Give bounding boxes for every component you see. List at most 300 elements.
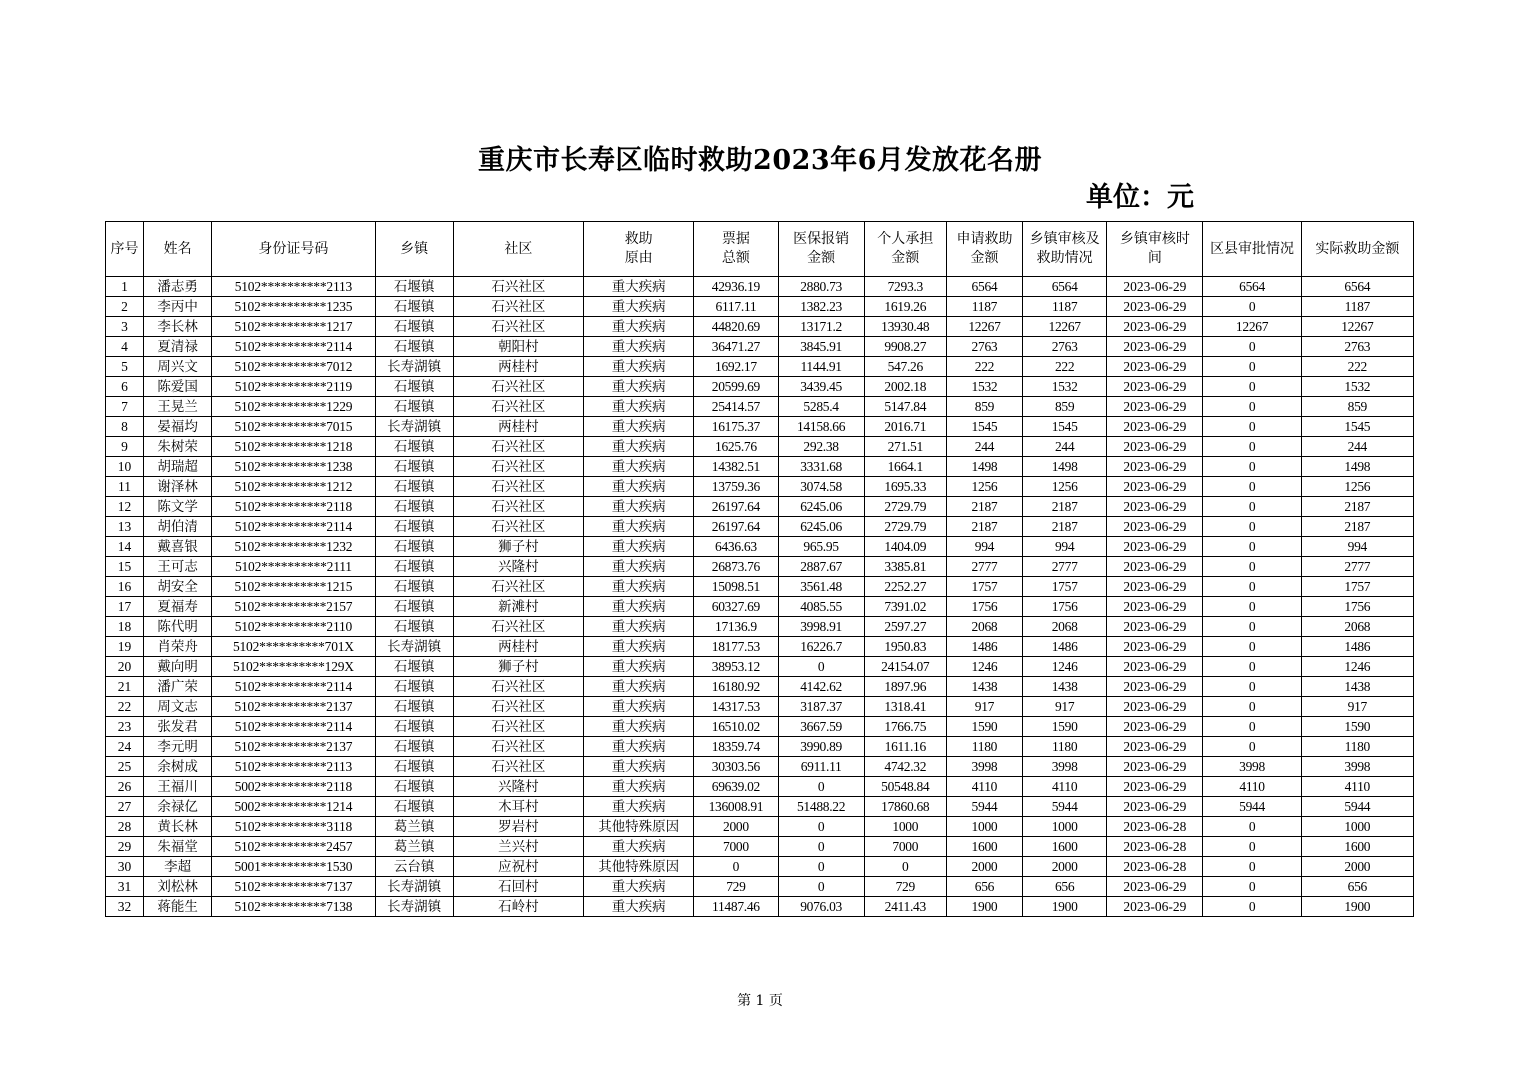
cell-id-number: 5102**********2113 <box>212 757 375 777</box>
column-header-label: 乡镇审核及 救助情况 <box>1029 231 1100 266</box>
cell-id-number: 5102**********2457 <box>212 837 375 857</box>
cell-bill-total: 69639.02 <box>694 777 778 797</box>
cell-township: 石堰镇 <box>375 617 453 637</box>
column-header-township-review <box>1023 222 1107 277</box>
cell-community: 石兴社区 <box>453 677 583 697</box>
cell-bill-total: 2000 <box>694 817 778 837</box>
cell-review-date: 2023-06-29 <box>1107 477 1203 497</box>
cell-personal-share: 7391.02 <box>864 597 946 617</box>
cell-township: 长寿湖镇 <box>375 417 453 437</box>
column-header-label: 乡镇 <box>400 240 429 257</box>
cell-personal-share: 1000 <box>864 817 946 837</box>
cell-personal-share: 1404.09 <box>864 537 946 557</box>
cell-personal-share: 547.26 <box>864 357 946 377</box>
table-row <box>106 597 1414 617</box>
cell-reason: 重大疾病 <box>584 377 694 397</box>
cell-personal-share: 2597.27 <box>864 617 946 637</box>
cell-township: 石堰镇 <box>375 557 453 577</box>
cell-name: 谢泽林 <box>144 477 212 497</box>
cell-serial-no: 17 <box>106 597 144 617</box>
cell-actual-amount: 2187 <box>1301 517 1413 537</box>
cell-township-review: 1590 <box>1023 717 1107 737</box>
cell-bill-total: 42936.19 <box>694 277 778 297</box>
cell-township: 石堰镇 <box>375 717 453 737</box>
cell-actual-amount: 2777 <box>1301 557 1413 577</box>
cell-id-number: 5102**********2113 <box>212 277 375 297</box>
table-row <box>106 697 1414 717</box>
table-row <box>106 777 1414 797</box>
cell-community: 石兴社区 <box>453 297 583 317</box>
cell-name: 王可志 <box>144 557 212 577</box>
table-row <box>106 297 1414 317</box>
cell-serial-no: 7 <box>106 397 144 417</box>
cell-bill-total: 36471.27 <box>694 337 778 357</box>
cell-name: 潘广荣 <box>144 677 212 697</box>
cell-community: 狮子村 <box>453 657 583 677</box>
cell-requested-amount: 1532 <box>946 377 1022 397</box>
cell-review-date: 2023-06-29 <box>1107 777 1203 797</box>
cell-actual-amount: 3998 <box>1301 757 1413 777</box>
cell-serial-no: 18 <box>106 617 144 637</box>
cell-insurance-reimbursed: 6911.11 <box>778 757 864 777</box>
cell-bill-total: 14317.53 <box>694 697 778 717</box>
cell-township-review: 1246 <box>1023 657 1107 677</box>
cell-name: 周兴文 <box>144 357 212 377</box>
cell-community: 朝阳村 <box>453 337 583 357</box>
cell-community: 石兴社区 <box>453 737 583 757</box>
cell-reason: 重大疾病 <box>584 457 694 477</box>
column-header-id-number <box>212 222 375 277</box>
cell-county-approval: 0 <box>1203 477 1301 497</box>
cell-review-date: 2023-06-29 <box>1107 277 1203 297</box>
column-header-insurance-reimbursed <box>778 222 864 277</box>
cell-actual-amount: 1757 <box>1301 577 1413 597</box>
cell-actual-amount: 1180 <box>1301 737 1413 757</box>
cell-community: 石兴社区 <box>453 317 583 337</box>
column-header-community <box>453 222 583 277</box>
cell-reason: 重大疾病 <box>584 657 694 677</box>
column-header-serial-no <box>106 222 144 277</box>
cell-review-date: 2023-06-29 <box>1107 657 1203 677</box>
cell-reason: 重大疾病 <box>584 697 694 717</box>
cell-id-number: 5102**********2114 <box>212 517 375 537</box>
cell-county-approval: 0 <box>1203 577 1301 597</box>
cell-bill-total: 38953.12 <box>694 657 778 677</box>
cell-serial-no: 20 <box>106 657 144 677</box>
cell-id-number: 5102**********7137 <box>212 877 375 897</box>
cell-township: 石堰镇 <box>375 277 453 297</box>
cell-bill-total: 18177.53 <box>694 637 778 657</box>
cell-requested-amount: 994 <box>946 537 1022 557</box>
cell-serial-no: 21 <box>106 677 144 697</box>
cell-township-review: 1000 <box>1023 817 1107 837</box>
cell-community: 石岭村 <box>453 897 583 917</box>
cell-id-number: 5102**********1238 <box>212 457 375 477</box>
column-header-label: 乡镇审核时 间 <box>1119 231 1190 266</box>
cell-township: 长寿湖镇 <box>375 877 453 897</box>
cell-reason: 重大疾病 <box>584 337 694 357</box>
cell-township-review: 1187 <box>1023 297 1107 317</box>
cell-serial-no: 31 <box>106 877 144 897</box>
cell-reason: 重大疾病 <box>584 637 694 657</box>
cell-community: 石兴社区 <box>453 577 583 597</box>
cell-township-review: 859 <box>1023 397 1107 417</box>
cell-bill-total: 0 <box>694 857 778 877</box>
cell-bill-total: 30303.56 <box>694 757 778 777</box>
cell-personal-share: 2729.79 <box>864 497 946 517</box>
cell-id-number: 5102**********2118 <box>212 497 375 517</box>
cell-review-date: 2023-06-29 <box>1107 357 1203 377</box>
cell-community: 石兴社区 <box>453 277 583 297</box>
cell-reason: 重大疾病 <box>584 397 694 417</box>
cell-insurance-reimbursed: 0 <box>778 657 864 677</box>
cell-id-number: 5102**********7012 <box>212 357 375 377</box>
cell-actual-amount: 1246 <box>1301 657 1413 677</box>
cell-bill-total: 16180.92 <box>694 677 778 697</box>
cell-serial-no: 6 <box>106 377 144 397</box>
cell-personal-share: 17860.68 <box>864 797 946 817</box>
cell-insurance-reimbursed: 4085.55 <box>778 597 864 617</box>
cell-county-approval: 0 <box>1203 537 1301 557</box>
cell-actual-amount: 1532 <box>1301 377 1413 397</box>
cell-insurance-reimbursed: 2887.67 <box>778 557 864 577</box>
cell-personal-share: 9908.27 <box>864 337 946 357</box>
cell-name: 李元明 <box>144 737 212 757</box>
cell-requested-amount: 2187 <box>946 497 1022 517</box>
cell-id-number: 5102**********2119 <box>212 377 375 397</box>
column-header-label: 区县审批情况 <box>1210 240 1295 257</box>
cell-serial-no: 30 <box>106 857 144 877</box>
cell-name: 刘松林 <box>144 877 212 897</box>
cell-insurance-reimbursed: 292.38 <box>778 437 864 457</box>
cell-actual-amount: 222 <box>1301 357 1413 377</box>
cell-insurance-reimbursed: 16226.7 <box>778 637 864 657</box>
cell-actual-amount: 1590 <box>1301 717 1413 737</box>
cell-actual-amount: 5944 <box>1301 797 1413 817</box>
cell-personal-share: 1664.1 <box>864 457 946 477</box>
cell-serial-no: 3 <box>106 317 144 337</box>
cell-id-number: 5002**********1214 <box>212 797 375 817</box>
table-row <box>106 577 1414 597</box>
cell-community: 石兴社区 <box>453 617 583 637</box>
cell-name: 肖荣舟 <box>144 637 212 657</box>
cell-county-approval: 0 <box>1203 597 1301 617</box>
cell-insurance-reimbursed: 0 <box>778 777 864 797</box>
cell-township: 石堰镇 <box>375 337 453 357</box>
cell-township: 石堰镇 <box>375 397 453 417</box>
cell-serial-no: 27 <box>106 797 144 817</box>
cell-name: 陈爱国 <box>144 377 212 397</box>
cell-bill-total: 25414.57 <box>694 397 778 417</box>
table-row <box>106 897 1414 917</box>
table-row <box>106 337 1414 357</box>
cell-requested-amount: 6564 <box>946 277 1022 297</box>
cell-insurance-reimbursed: 9076.03 <box>778 897 864 917</box>
cell-review-date: 2023-06-29 <box>1107 577 1203 597</box>
cell-id-number: 5102**********2114 <box>212 337 375 357</box>
table-row <box>106 557 1414 577</box>
cell-township-review: 1438 <box>1023 677 1107 697</box>
cell-county-approval: 0 <box>1203 497 1301 517</box>
cell-township-review: 4110 <box>1023 777 1107 797</box>
cell-name: 胡伯清 <box>144 517 212 537</box>
column-header-township <box>375 222 453 277</box>
cell-review-date: 2023-06-28 <box>1107 857 1203 877</box>
cell-bill-total: 16175.37 <box>694 417 778 437</box>
cell-bill-total: 15098.51 <box>694 577 778 597</box>
cell-review-date: 2023-06-28 <box>1107 837 1203 857</box>
cell-township-review: 1180 <box>1023 737 1107 757</box>
cell-community: 石兴社区 <box>453 377 583 397</box>
cell-serial-no: 26 <box>106 777 144 797</box>
cell-name: 朱福堂 <box>144 837 212 857</box>
cell-township-review: 1900 <box>1023 897 1107 917</box>
table-row <box>106 477 1414 497</box>
cell-personal-share: 1695.33 <box>864 477 946 497</box>
cell-review-date: 2023-06-29 <box>1107 757 1203 777</box>
cell-serial-no: 8 <box>106 417 144 437</box>
cell-requested-amount: 4110 <box>946 777 1022 797</box>
cell-reason: 重大疾病 <box>584 497 694 517</box>
cell-county-approval: 0 <box>1203 617 1301 637</box>
cell-county-approval: 0 <box>1203 677 1301 697</box>
cell-review-date: 2023-06-28 <box>1107 817 1203 837</box>
cell-township-review: 5944 <box>1023 797 1107 817</box>
cell-id-number: 5102**********2157 <box>212 597 375 617</box>
cell-personal-share: 1611.16 <box>864 737 946 757</box>
cell-township: 石堰镇 <box>375 437 453 457</box>
cell-review-date: 2023-06-29 <box>1107 377 1203 397</box>
table-row <box>106 837 1414 857</box>
cell-personal-share: 0 <box>864 857 946 877</box>
cell-name: 晏福均 <box>144 417 212 437</box>
cell-requested-amount: 1000 <box>946 817 1022 837</box>
cell-review-date: 2023-06-29 <box>1107 297 1203 317</box>
cell-name: 张发君 <box>144 717 212 737</box>
cell-review-date: 2023-06-29 <box>1107 417 1203 437</box>
cell-township: 石堰镇 <box>375 317 453 337</box>
cell-name: 潘志勇 <box>144 277 212 297</box>
cell-review-date: 2023-06-29 <box>1107 697 1203 717</box>
cell-requested-amount: 1486 <box>946 637 1022 657</box>
cell-name: 李超 <box>144 857 212 877</box>
cell-reason: 重大疾病 <box>584 737 694 757</box>
cell-id-number: 5102**********2137 <box>212 737 375 757</box>
cell-name: 陈文学 <box>144 497 212 517</box>
cell-reason: 重大疾病 <box>584 537 694 557</box>
cell-reason: 重大疾病 <box>584 577 694 597</box>
cell-id-number: 5102**********1235 <box>212 297 375 317</box>
cell-reason: 重大疾病 <box>584 437 694 457</box>
cell-reason: 重大疾病 <box>584 837 694 857</box>
cell-county-approval: 0 <box>1203 877 1301 897</box>
cell-insurance-reimbursed: 3439.45 <box>778 377 864 397</box>
cell-community: 石回村 <box>453 877 583 897</box>
cell-review-date: 2023-06-29 <box>1107 517 1203 537</box>
cell-id-number: 5001**********1530 <box>212 857 375 877</box>
cell-county-approval: 0 <box>1203 817 1301 837</box>
cell-personal-share: 1897.96 <box>864 677 946 697</box>
cell-township-review: 1532 <box>1023 377 1107 397</box>
cell-township-review: 2000 <box>1023 857 1107 877</box>
cell-requested-amount: 1438 <box>946 677 1022 697</box>
cell-community: 石兴社区 <box>453 397 583 417</box>
cell-township-review: 1498 <box>1023 457 1107 477</box>
cell-serial-no: 2 <box>106 297 144 317</box>
table-row <box>106 397 1414 417</box>
cell-county-approval: 0 <box>1203 337 1301 357</box>
cell-community: 石兴社区 <box>453 757 583 777</box>
cell-county-approval: 0 <box>1203 397 1301 417</box>
cell-township: 石堰镇 <box>375 537 453 557</box>
cell-serial-no: 5 <box>106 357 144 377</box>
cell-id-number: 5102**********1215 <box>212 577 375 597</box>
cell-bill-total: 1692.17 <box>694 357 778 377</box>
cell-requested-amount: 1545 <box>946 417 1022 437</box>
cell-county-approval: 5944 <box>1203 797 1301 817</box>
cell-county-approval: 0 <box>1203 657 1301 677</box>
cell-insurance-reimbursed: 0 <box>778 817 864 837</box>
cell-id-number: 5102**********2114 <box>212 677 375 697</box>
cell-id-number: 5102**********2111 <box>212 557 375 577</box>
cell-township: 云台镇 <box>375 857 453 877</box>
cell-serial-no: 12 <box>106 497 144 517</box>
table-row <box>106 457 1414 477</box>
cell-reason: 重大疾病 <box>584 277 694 297</box>
cell-insurance-reimbursed: 1144.91 <box>778 357 864 377</box>
cell-reason: 重大疾病 <box>584 297 694 317</box>
cell-serial-no: 13 <box>106 517 144 537</box>
cell-requested-amount: 1246 <box>946 657 1022 677</box>
column-header-requested-amount <box>946 222 1022 277</box>
cell-review-date: 2023-06-29 <box>1107 877 1203 897</box>
cell-requested-amount: 1590 <box>946 717 1022 737</box>
cell-insurance-reimbursed: 3561.48 <box>778 577 864 597</box>
cell-personal-share: 5147.84 <box>864 397 946 417</box>
cell-serial-no: 4 <box>106 337 144 357</box>
cell-actual-amount: 4110 <box>1301 777 1413 797</box>
column-header-reason <box>584 222 694 277</box>
cell-reason: 重大疾病 <box>584 557 694 577</box>
cell-personal-share: 271.51 <box>864 437 946 457</box>
cell-actual-amount: 12267 <box>1301 317 1413 337</box>
cell-bill-total: 13759.36 <box>694 477 778 497</box>
cell-bill-total: 60327.69 <box>694 597 778 617</box>
cell-township: 石堰镇 <box>375 517 453 537</box>
cell-serial-no: 19 <box>106 637 144 657</box>
cell-name: 胡安全 <box>144 577 212 597</box>
cell-township: 长寿湖镇 <box>375 637 453 657</box>
cell-county-approval: 0 <box>1203 377 1301 397</box>
cell-actual-amount: 1256 <box>1301 477 1413 497</box>
table-row <box>106 657 1414 677</box>
cell-personal-share: 13930.48 <box>864 317 946 337</box>
cell-name: 夏清禄 <box>144 337 212 357</box>
column-header-label: 申请救助 金额 <box>956 231 1013 266</box>
cell-review-date: 2023-06-29 <box>1107 597 1203 617</box>
cell-township-review: 3998 <box>1023 757 1107 777</box>
cell-township: 长寿湖镇 <box>375 897 453 917</box>
cell-requested-amount: 1498 <box>946 457 1022 477</box>
cell-county-approval: 0 <box>1203 697 1301 717</box>
cell-serial-no: 32 <box>106 897 144 917</box>
cell-serial-no: 25 <box>106 757 144 777</box>
cell-name: 戴向明 <box>144 657 212 677</box>
cell-insurance-reimbursed: 51488.22 <box>778 797 864 817</box>
cell-county-approval: 0 <box>1203 297 1301 317</box>
cell-community: 应祝村 <box>453 857 583 877</box>
cell-township: 葛兰镇 <box>375 817 453 837</box>
table-row <box>106 877 1414 897</box>
cell-requested-amount: 2068 <box>946 617 1022 637</box>
cell-personal-share: 2016.71 <box>864 417 946 437</box>
table-row <box>106 317 1414 337</box>
cell-bill-total: 6117.11 <box>694 297 778 317</box>
cell-bill-total: 11487.46 <box>694 897 778 917</box>
cell-community: 石兴社区 <box>453 717 583 737</box>
cell-bill-total: 26197.64 <box>694 497 778 517</box>
cell-county-approval: 0 <box>1203 897 1301 917</box>
column-header-label: 实际救助金额 <box>1315 240 1400 257</box>
cell-serial-no: 28 <box>106 817 144 837</box>
cell-township: 石堰镇 <box>375 497 453 517</box>
page-number: 第 1 页 <box>737 993 783 1009</box>
cell-actual-amount: 1486 <box>1301 637 1413 657</box>
cell-insurance-reimbursed: 3667.59 <box>778 717 864 737</box>
cell-community: 兴隆村 <box>453 777 583 797</box>
cell-personal-share: 4742.32 <box>864 757 946 777</box>
cell-review-date: 2023-06-29 <box>1107 737 1203 757</box>
cell-insurance-reimbursed: 3998.91 <box>778 617 864 637</box>
cell-name: 李长林 <box>144 317 212 337</box>
cell-county-approval: 0 <box>1203 357 1301 377</box>
cell-reason: 重大疾病 <box>584 617 694 637</box>
cell-requested-amount: 222 <box>946 357 1022 377</box>
cell-requested-amount: 2763 <box>946 337 1022 357</box>
cell-insurance-reimbursed: 3990.89 <box>778 737 864 757</box>
table-row <box>106 677 1414 697</box>
cell-review-date: 2023-06-29 <box>1107 337 1203 357</box>
cell-id-number: 5102**********1232 <box>212 537 375 557</box>
cell-bill-total: 6436.63 <box>694 537 778 557</box>
cell-reason: 重大疾病 <box>584 797 694 817</box>
cell-personal-share: 24154.07 <box>864 657 946 677</box>
table-row <box>106 737 1414 757</box>
cell-requested-amount: 2777 <box>946 557 1022 577</box>
cell-county-approval: 0 <box>1203 837 1301 857</box>
cell-community: 石兴社区 <box>453 697 583 717</box>
cell-actual-amount: 1438 <box>1301 677 1413 697</box>
cell-actual-amount: 2763 <box>1301 337 1413 357</box>
cell-personal-share: 3385.81 <box>864 557 946 577</box>
cell-township-review: 6564 <box>1023 277 1107 297</box>
cell-review-date: 2023-06-29 <box>1107 317 1203 337</box>
cell-requested-amount: 5944 <box>946 797 1022 817</box>
cell-personal-share: 1766.75 <box>864 717 946 737</box>
cell-community: 石兴社区 <box>453 437 583 457</box>
cell-personal-share: 2002.18 <box>864 377 946 397</box>
cell-township: 石堰镇 <box>375 757 453 777</box>
table-row <box>106 817 1414 837</box>
cell-review-date: 2023-06-29 <box>1107 717 1203 737</box>
cell-personal-share: 2252.27 <box>864 577 946 597</box>
column-header-county-approval <box>1203 222 1301 277</box>
cell-township: 石堰镇 <box>375 377 453 397</box>
column-header-personal-share <box>864 222 946 277</box>
cell-township-review: 2187 <box>1023 497 1107 517</box>
cell-bill-total: 26873.76 <box>694 557 778 577</box>
cell-community: 两桂村 <box>453 357 583 377</box>
